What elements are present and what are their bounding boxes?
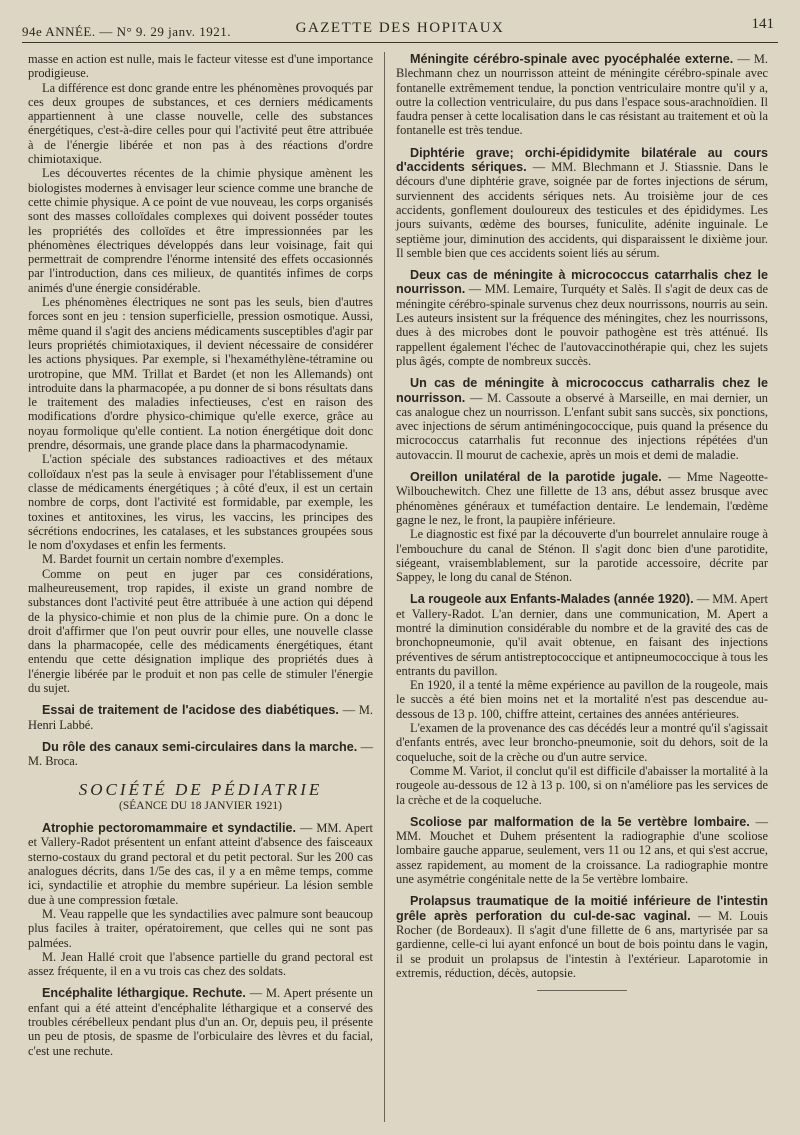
paragraph: masse en action est nulle, mais le facteur vitesse est d'une importance prodigieuse. — [28, 52, 373, 81]
article — [28, 821, 373, 907]
article-title: Essai de traitement de l'acidose des diabétiques. — [42, 703, 339, 718]
article-title: Du rôle des canaux semi-circulaires dans la marche. — [42, 739, 358, 754]
journal-title: GAZETTE DES HOPITAUX — [295, 20, 505, 36]
article-title: Prolapsus traumatique de la moitié inférieure de l'intestin grêle après perforation du cul-de-sac vaginal. — [396, 894, 768, 923]
paragraph: Comme on peut en juger par ces considérations, malheureusement, trop rapides, il existe un grand nombre de substances dont l'activité peut être attribuée à une action qui dépend de la physico-chimie et non plus de la chimie pure. On a donc le droit d'affirmer que l'on peut ouvrir pour elles, une nouvelle classe dans la pharmacopée, celle des médicaments énergétiques, étant entendu que cette désignation implique des propriétés dues à l'énergie libérée par le produit et non pas celle de stimuler l'énergie du sujet. — [28, 566, 373, 696]
article — [396, 146, 768, 260]
article — [396, 268, 768, 368]
paragraph: M. Jean Hallé croit que l'absence partielle du grand pectoral est assez fréquente, il en a vu trois cas chez des soldats. — [28, 949, 373, 979]
article-body: — M. Cassoute a observé à Marseille, en mai dernier, un cas analogue chez un nourrisson. L'enfant subit sans succès, six ponctions, avec injections de sérum antiméningococcique, puis quand la présence du micrococcus catarrhalis fut reconnue des injections répétées d'un autovaccin. Il mourut de cachexie, après un mois et demi de maladie. — [396, 390, 768, 462]
paragraph: M. Veau rappelle que les syndactilies avec palmure sont beaucoup plus faciles à traiter, opératoirement, que celles qui ne sont pas palmées. — [28, 906, 373, 950]
left-column — [28, 52, 373, 1058]
article — [396, 592, 768, 678]
article-body: — MM. Apert et Vallery-Radot. L'an dernier, dans une communication, M. Apert a montré la diminution considérable du nombre et de la gravité des cas de bronchopneumonie, qu'il avait obtenue, en faisant des injections préventives de sérum antistreptococcique et antipneumococcique à tous les entrants du pavillon. — [396, 592, 768, 678]
article — [28, 740, 373, 769]
article-body: — MM. Mouchet et Duhem présentent la radiographie d'une scoliose lombaire gauche apparue, seulement, vers 11 ou 12 ans, et qui s'est accrue, assez rapidement, au moment de la croissance. La radiographie montre une asymétrie congénitale nette de la 5e vertèbre lombaire. — [396, 814, 768, 887]
article-title: Méningite cérébro-spinale avec pyocéphalée externe. — [410, 52, 734, 66]
article-body: — M. Apert présente un enfant qui a été atteint d'encéphalite léthargique et a conservé des troubles cérébelleux pendant plus d'un an. Or, depuis peu, il présente un peu de ptosis, de spasme de l'orbiculaire des lèvres et du facial, c'est une rechute. — [28, 986, 373, 1058]
page-header — [22, 14, 778, 43]
article-title: Encéphalite léthargique. Rechute. — [42, 986, 246, 1001]
column-divider — [384, 52, 385, 1122]
article — [396, 894, 768, 980]
article-title: Scoliose par malformation de la 5e vertèbre lombaire. — [410, 814, 750, 829]
article-title: Deux cas de méningite à micrococcus catarrhalis chez le nourrisson. — [396, 268, 768, 297]
end-rule — [537, 990, 627, 991]
article-title: Diphtérie grave; orchi-épididymite bilatérale au cours d'accidents sériques. — [396, 145, 768, 175]
paragraph: Les phénomènes électriques ne sont pas les seuls, bien d'autres forces sont en jeu : tension superficielle, pression osmotique. Aussi, même quand il s'agit des anciens médicaments susceptibles d'agir par leurs propriétés chimiotaxiques, il devient nécessaire de considérer les actions physiques. Par exemple, si l'hexaméthylène-tétramine ou urotropine, que MM. Trillat et Bardet (et non les Allemands) ont introduite dans la pharmacopée, a pu donner de si bons résultats dans le traitement des maladies infectieuses, c'est en raison des modifications d'ordre physico-chimique qu'elle exerce, grâce au noyau formolique qu'elle contient. La notion énergétique doit donc prendre, désormais, une grande place dans la pharmacodynamie. — [28, 295, 373, 453]
article — [396, 52, 768, 138]
paragraph: M. Bardet fournit un certain nombre d'exemples. — [42, 552, 284, 567]
article-body: — M. Henri Labbé. — [28, 703, 373, 732]
article — [396, 815, 768, 886]
paragraph: La différence est donc grande entre les phénomènes provoqués par ces deux groupes de substances, et ces derniers médicaments appartiennent à une classe nouvelle, celle des substances énergétiques, c'est-à-dire celles pour qui l'activité peut être attribuée à de l'énergie libérée et non pas à des réactions d'ordre chimiotaxique. — [28, 80, 373, 167]
paragraph: Le diagnostic est fixé par la découverte d'un bourrelet annulaire rouge à l'embouchure du canal de Sténon. Il s'agit donc bien d'une parotidite, siégeant, vraisemblablement, sur la parotide accessoire, décrite par Sappey, le long du canal de Sténon. — [396, 527, 768, 585]
article-body: — MM. Apert et Vallery-Radot présentent un enfant atteint d'absence des faisceaux sterno-costaux du grand pectoral et du petit pectoral. Sur les 200 cas analogues décrits, dans 1/5e des cas, il y a en même temps, comme ici, syndactilie et atrophie du membre supérieur. La lésion semble due à une compression fœtale. — [28, 821, 373, 907]
article-title: Un cas de méningite à micrococcus catharralis chez le nourrisson. — [396, 376, 768, 405]
article-title: Atrophie pectoromammaire et syndactilie. — [42, 821, 296, 836]
article-body: — MM. Blechmann et J. Stiassnie. Dans le décours d'une diphtérie grave, soignée par de fortes injections de sérum, surviennent des accidents sériques nets. Au troisième jour de ces accidents, gonflement douloureux des testicules et des épididymes. Les jours suivants, œdème des bourses, funiculite, adénite inguinale. Le septième jour, diminution des accidents, qui disparaissent le dixième jour. Il semble bien que ces accidents soient liés au sérum. — [396, 160, 768, 260]
article-body: — MM. Lemaire, Turquéty et Salès. Il s'agit de deux cas de méningite cérébro-spinale survenus chez deux nourrissons, nourris au sein. Les auteurs insistent sur la fréquence des méningites, chez les nourrissons, dues à des microbes dont le pouvoir pathogène est très atténué. Ils rappellent également l'échec de l'autovaccinothérapie qui, chez les sujets plus âgés, compte de nombreux succès. — [396, 282, 768, 368]
article-body: — M. Broca. — [28, 739, 373, 769]
article — [28, 986, 373, 1057]
article — [396, 376, 768, 462]
article-title: La rougeole aux Enfants-Malades (année 1920). — [410, 592, 694, 607]
article-title: Oreillon unilatéral de la parotide jugale. — [410, 470, 662, 485]
paragraph: Comme M. Variot, il conclut qu'il est difficile d'abaisser la mortalité à la rougeole au-dessous de 12 à 13 p. 100, si on n'améliore pas les services de la crèche et de la coqueluche. — [396, 763, 768, 807]
issue-info: 94e ANNÉE. — N° 9. 29 janv. 1921. — [22, 24, 231, 39]
right-column — [396, 52, 768, 1001]
article-body: — M. Louis Rocher (de Bordeaux). Il s'agit d'une fillette de 6 ans, martyrisée par sa gardienne, celle-ci lui ayant enfoncé un bout de bois pointu dans le vagin, il se produit un prolapsus de l'intestin à l'extérieur. Laparotomie in extremis, réduction, décès, autopsie. — [396, 908, 768, 980]
page-number: 141 — [751, 16, 774, 32]
article-body: — M. Blechmann chez un nourrisson atteint de méningite cérébro-spinale avec fontanelle extrêmement tendue, la ponction ventriculaire montre qu'il y a, outre la collection ventriculaire, du pus dans l'espace sous-arachnoïdien. Il faudra penser à cette localisation dans le cas résistant au traitement et où la fontanelle est très tendue. — [396, 52, 768, 138]
article — [28, 703, 373, 732]
paragraph: En 1920, il a tenté la même expérience au pavillon de la rougeole, mais le succès a été bien moins net et la mortalité n'est pas descendue au-dessous de 13 p. 100, chiffre atteint, certaines des années antérieures. — [396, 678, 768, 721]
paragraph: L'action spéciale des substances radioactives et des métaux colloïdaux n'est pas la seule à envisager pour l'établissement d'une classe de médicaments énergétiques ; à côté d'eux, il est un certain nombre de corps, dont l'activité est formidable, par exemple, les toxines et antitoxines, les virus, les vaccins, les principes des sécrétions endocrines, les catalases, et les substances groupées sous le nom d'oxydases et enfin les ferments. — [28, 452, 373, 553]
paragraph: L'examen de la provenance des cas décédés leur a montré qu'il s'agissait d'enfants entrés, avec leur broncho-pneumonie, soit du dehors, soit de la coqueluche, soit de la crèche ou d'un autre service. — [396, 721, 768, 764]
article-body: — Mme Nageotte-Wilbouchewitch. Chez une fillette de 13 ans, début assez brusque avec phénomènes généraux et tuméfaction dentaire. Le lendemain, l'œdème gagne le nez, le front, la paupière inférieure. — [396, 470, 769, 527]
section-heading: SOCIÉTÉ DE PÉDIATRIE — [78, 779, 323, 799]
section-date: (SÉANCE DU 18 JANVIER 1921) — [119, 799, 282, 812]
article — [396, 470, 768, 527]
paragraph: Les découvertes récentes de la chimie physique amènent les biologistes modernes à envisager leur science comme une branche de cette chimie physique. A ce point de vue nouveau, les corps organisés sont des masses colloïdales complexes qui doivent posséder toutes les propriétés des colloïdes et être impressionnées par les phénomènes électriques développés dans leur voisinage, fait qui permettrait de comprendre l'énorme intensité des effets occasionnés par l'introduction, dans ces milieux, de quantités infimes de corps animés d'une énergie considérable. — [28, 166, 373, 295]
